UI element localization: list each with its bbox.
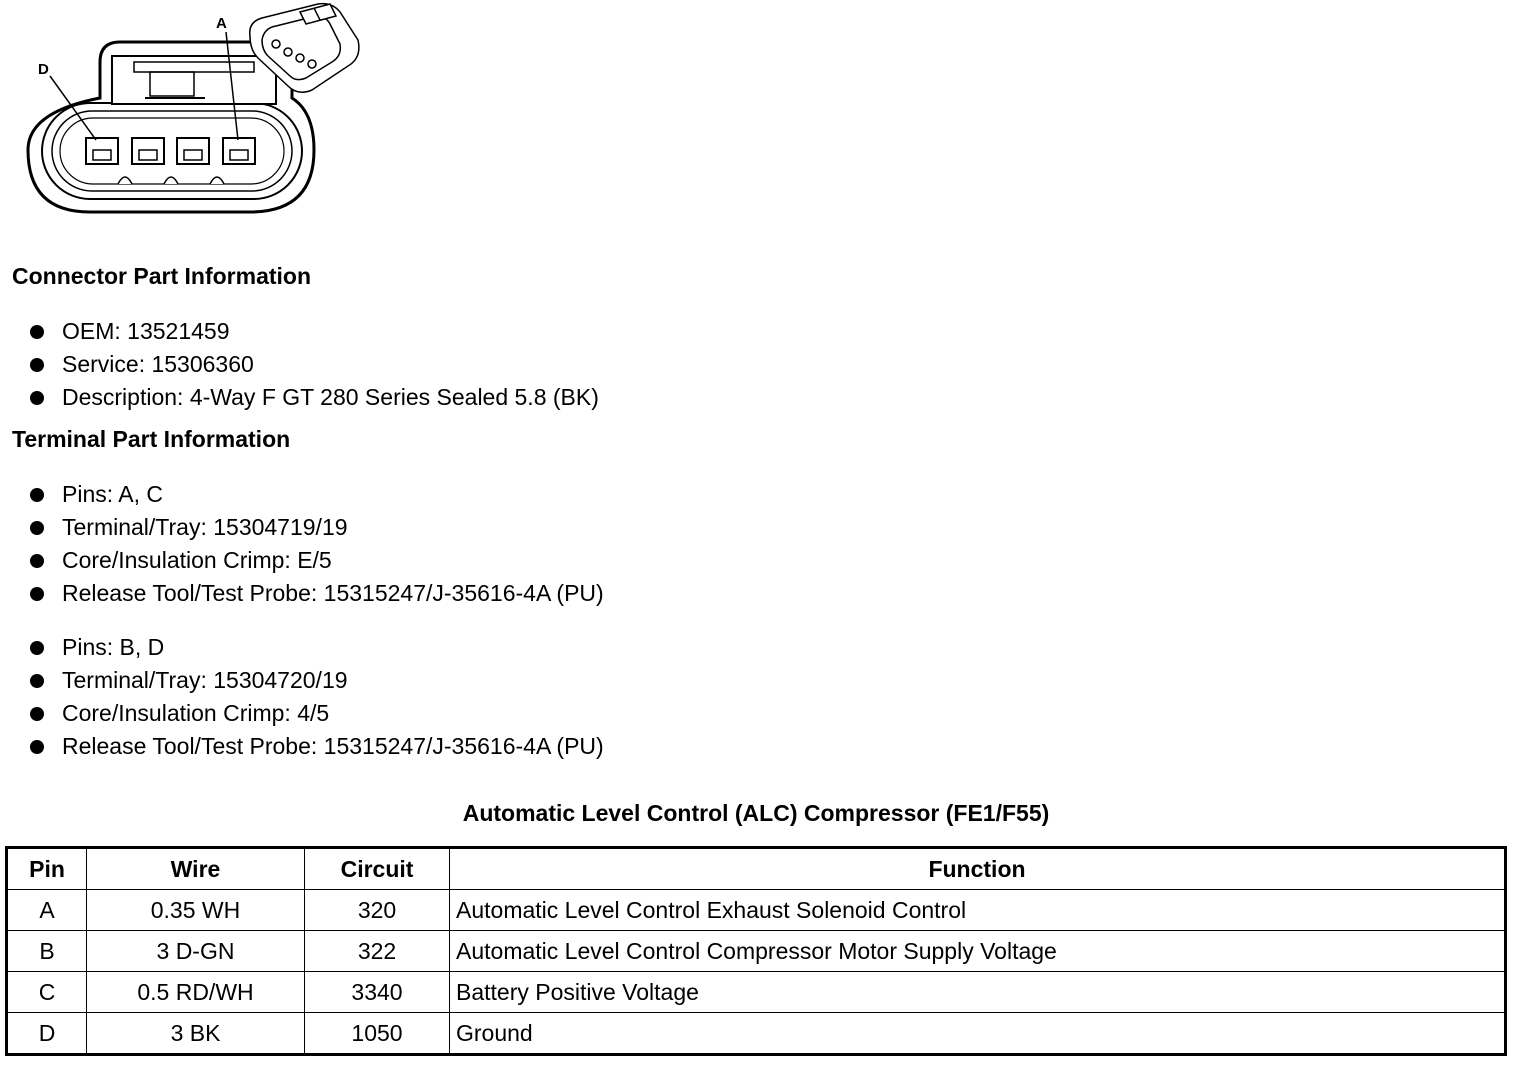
list-item: Release Tool/Test Probe: 15315247/J-35616-4A (PU)	[28, 577, 604, 610]
connector-info-list	[28, 315, 599, 414]
list-item: Pins: B, D	[28, 631, 604, 664]
callout-a-label: A	[216, 15, 227, 32]
cell-pin: C	[7, 972, 87, 1013]
header-wire: Wire	[87, 848, 305, 890]
list-item: Pins: A, C	[28, 478, 604, 511]
cell-function: Ground	[450, 1013, 1506, 1055]
cell-circuit: 320	[305, 890, 450, 931]
table-header-row	[7, 848, 1506, 890]
table-row	[7, 1013, 1506, 1055]
cell-function: Battery Positive Voltage	[450, 972, 1506, 1013]
connector-info-heading: Connector Part Information	[12, 263, 312, 289]
cell-wire: 3 BK	[87, 1013, 305, 1055]
cell-wire: 0.5 RD/WH	[87, 972, 305, 1013]
cell-pin: A	[7, 890, 87, 931]
table-row	[7, 890, 1506, 931]
cell-wire: 3 D-GN	[87, 931, 305, 972]
table-row	[7, 931, 1506, 972]
list-item: Terminal/Tray: 15304719/19	[28, 511, 604, 544]
cell-circuit: 322	[305, 931, 450, 972]
cell-pin: D	[7, 1013, 87, 1055]
list-item: Core/Insulation Crimp: 4/5	[28, 697, 604, 730]
list-item: OEM: 13521459	[28, 315, 599, 348]
list-item: Description: 4-Way F GT 280 Series Sealed 5.8 (BK)	[28, 381, 599, 414]
terminal-info-heading: Terminal Part Information	[12, 426, 291, 452]
list-item: Core/Insulation Crimp: E/5	[28, 544, 604, 577]
header-pin: Pin	[7, 848, 87, 890]
header-function: Function	[450, 848, 1506, 890]
table-caption: Automatic Level Control (ALC) Compressor (FE1/F55)	[462, 800, 1050, 826]
terminal-group-1-list	[28, 478, 604, 610]
table-row	[7, 972, 1506, 1013]
pinout-table	[5, 846, 1507, 1056]
terminal-group-2-list	[28, 631, 604, 763]
cell-function: Automatic Level Control Exhaust Solenoid Control	[450, 890, 1506, 931]
list-item: Terminal/Tray: 15304720/19	[28, 664, 604, 697]
callout-d-label: D	[38, 61, 49, 78]
list-item: Release Tool/Test Probe: 15315247/J-35616-4A (PU)	[28, 730, 604, 763]
cell-circuit: 3340	[305, 972, 450, 1013]
cell-pin: B	[7, 931, 87, 972]
list-item: Service: 15306360	[28, 348, 599, 381]
cell-function: Automatic Level Control Compressor Motor Supply Voltage	[450, 931, 1506, 972]
cell-circuit: 1050	[305, 1013, 450, 1055]
header-circuit: Circuit	[305, 848, 450, 890]
connector-diagram	[0, 0, 380, 230]
cell-wire: 0.35 WH	[87, 890, 305, 931]
